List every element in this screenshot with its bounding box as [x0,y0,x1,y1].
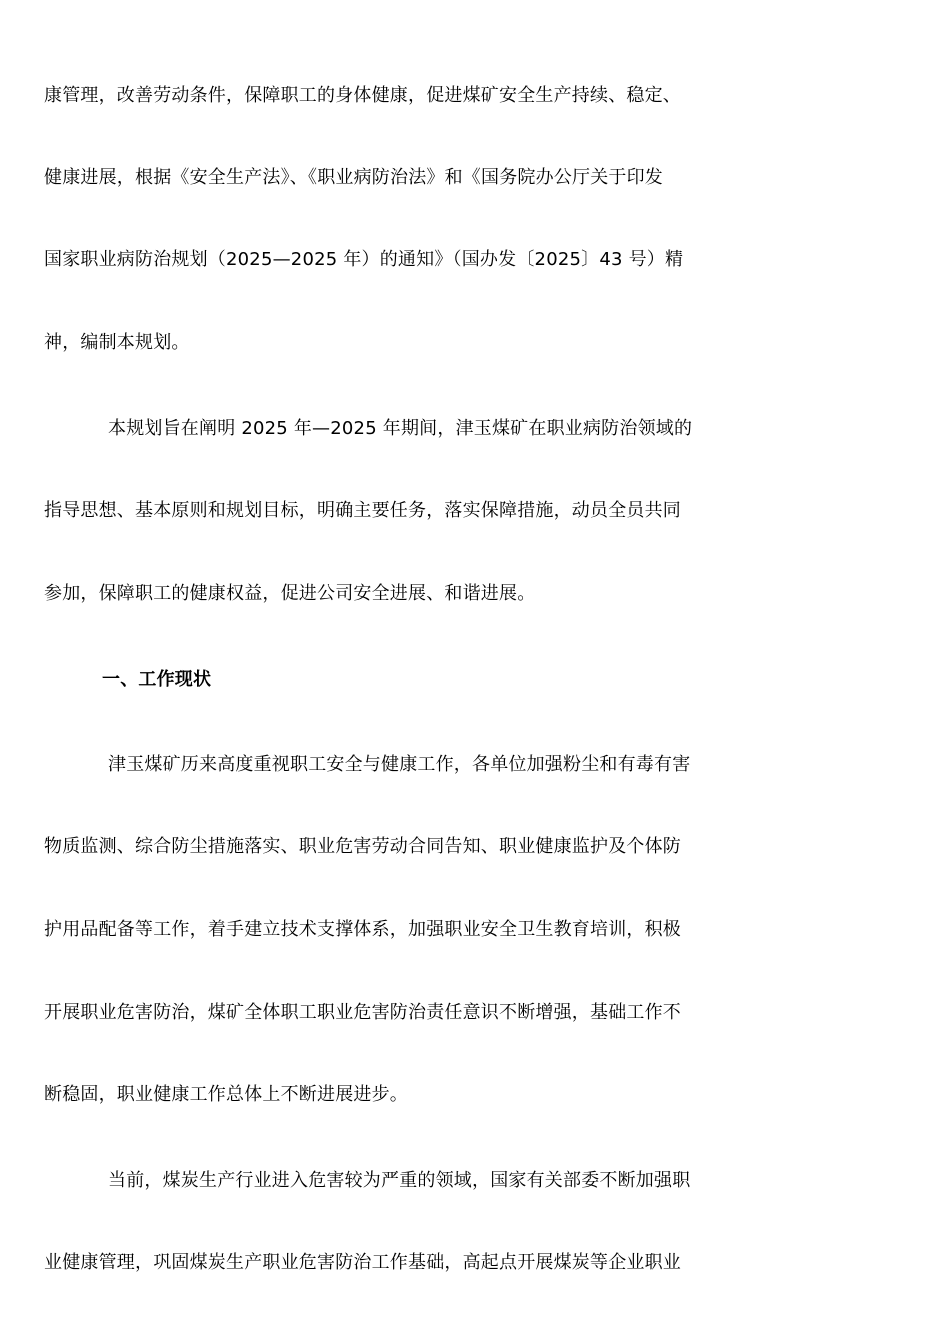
paragraph-line: 开展职业危害防治，煤矿全体职工职业危害防治责任意识不断增强，基础工作不 [44,1002,681,1023]
paragraph-line: 国家职业病防治规划（2025—2025 年）的通知》（国办发〔2025〕43 号）精 [44,249,684,270]
paragraph-line: 神，编制本规划。 [44,332,190,353]
paragraph-line: 断稳固，职业健康工作总体上不断进展进步。 [44,1084,408,1105]
paragraph-line: 当前，煤炭生产行业进入危害较为严重的领域，国家有关部委不断加强职 [108,1170,691,1191]
section-heading: 一、工作现状 [102,669,212,690]
paragraph-line: 指导思想、基本原则和规划目标，明确主要任务，落实保障措施，动员全员共同 [44,500,681,521]
paragraph-line: 津玉煤矿历来高度重视职工安全与健康工作，各单位加强粉尘和有毒有害 [108,754,691,775]
paragraph-line: 业健康管理，巩固煤炭生产职业危害防治工作基础，高起点开展煤炭等企业职业 [44,1252,681,1273]
paragraph-line: 本规划旨在阐明 2025 年—2025 年期间，津玉煤矿在职业病防治领域的 [108,418,693,439]
paragraph-line: 护用品配备等工作，着手建立技术支撑体系，加强职业安全卫生教育培训，积极 [44,919,681,940]
paragraph-line: 康管理，改善劳动条件，保障职工的身体健康，促进煤矿安全生产持续、稳定、 [44,85,681,106]
paragraph-line: 物质监测、综合防尘措施落实、职业危害劳动合同告知、职业健康监护及个体防 [44,836,681,857]
paragraph-line: 健康进展，根据《安全生产法》、《职业病防治法》和《国务院办公厅关于印发 [44,167,663,188]
paragraph-line: 参加，保障职工的健康权益，促进公司安全进展、和谐进展。 [44,583,536,604]
